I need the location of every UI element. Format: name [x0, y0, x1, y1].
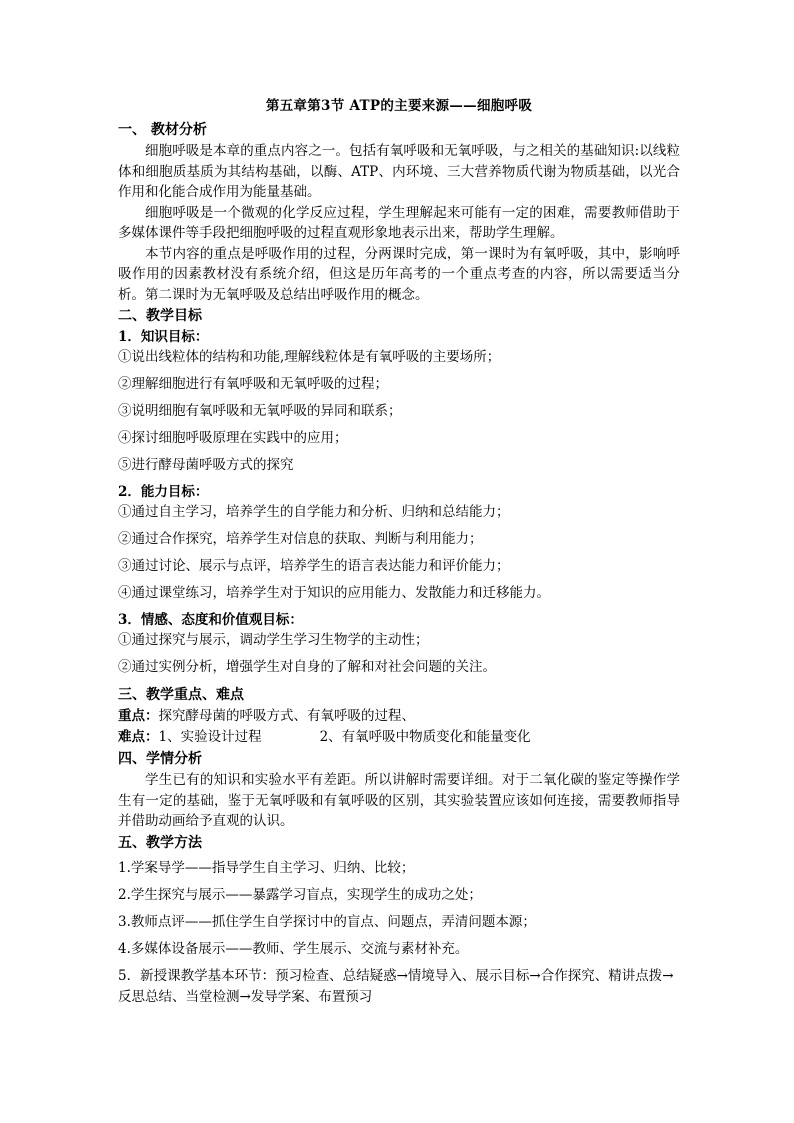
list-item: ②通过合作探究，培养学生对信息的获取、判断与利用能力；: [118, 531, 483, 547]
key-points-label: 重点：: [118, 708, 159, 724]
difficult-points-line: [118, 727, 680, 748]
paragraph: 细胞呼吸是本章的重点内容之一。包括有氧呼吸和无氧呼吸，与之相关的基础知识:以线粒体和细胞质基质为其结构基础，以酶、ATP、内环境、三大营养物质代谢为物质基础，以光合作用和化能合成作用为能量基础。: [118, 143, 680, 200]
method-item: 5．新授课教学基本环节：预习检查、总结疑惑→情境导入、展示目标→合作探究、精讲点拨→反思总结、当堂检测→发导学案、布置预习: [118, 967, 674, 1005]
subheading-knowledge-goals: 1．知识目标：: [118, 329, 209, 345]
list-item: ①通过自主学习，培养学生的自学能力和分析、归纳和总结能力；: [118, 504, 510, 520]
section-heading-teaching-methods: 五、教学方法: [118, 834, 202, 851]
method-item: 2.学生探究与展示——暴露学习盲点，实现学生的成功之处；: [118, 886, 482, 903]
method-item: 3.教师点评——抓住学生自学探讨中的盲点、问题点，弄清问题本源；: [118, 913, 536, 930]
difficult-point-1: 1、实验设计过程: [158, 729, 262, 745]
document-title: 第五章第3节 ATP的主要来源——细胞呼吸: [265, 98, 533, 114]
list-item: ⑤进行酵母菌呼吸方式的探究: [118, 457, 294, 473]
list-item: ④探讨细胞呼吸原理在实践中的应用；: [118, 430, 348, 446]
difficult-points-label: 难点：: [118, 729, 159, 745]
list-item: ①通过探究与展示，调动学生学习生物学的主动性；: [118, 632, 429, 648]
difficult-point-2: 2、有氧呼吸中物质变化和能量变化: [319, 729, 531, 745]
paragraph: 学生已有的知识和实验水平有差距。所以讲解时需要详细。对于二氧化碳的鉴定等操作学生有一定的基础，鉴于无氧呼吸和有氧呼吸的区别，其实验装置应该如何连接，需要教师指导并借助动画给予直观的认识。: [118, 772, 680, 829]
key-points-line: [118, 706, 680, 727]
key-points-text: 探究酵母菌的呼吸方式、有氧呼吸的过程、: [158, 708, 415, 724]
list-item: ②通过实例分析，增强学生对自身的了解和对社会问题的关注。: [118, 659, 496, 675]
paragraph: 细胞呼吸是一个微观的化学反应过程，学生理解起来可能有一定的困难，需要教师借助于多媒体课件等手段把细胞呼吸的过程直观形象地表示出来，帮助学生理解。: [118, 204, 680, 241]
section-heading-textbook-analysis: 一、 教材分析: [118, 122, 207, 138]
section-heading-teaching-goals: 二、教学目标: [118, 308, 202, 324]
list-item: ①说出线粒体的结构和功能,理解线粒体是有氧呼吸的主要场所；: [118, 349, 501, 365]
list-item: ④通过课堂练习，培养学生对于知识的应用能力、发散能力和迁移能力。: [118, 585, 550, 601]
paragraph: 本节内容的重点是呼吸作用的过程，分两课时完成，第一课时为有氧呼吸，其中，影响呼吸作用的因素教材没有系统介绍，但这是历年高考的一个重点考查的内容，所以需要适当分析。第二课时为无氧呼吸及总结出呼吸作用的概念。: [118, 245, 680, 303]
list-item: ②理解细胞进行有氧呼吸和无氧呼吸的过程；: [118, 376, 388, 392]
method-item: 4.多媒体设备展示——教师、学生展示、交流与素材补充。: [118, 940, 469, 957]
document-page: [118, 96, 680, 1015]
method-item: 1.学案导学——指导学生自主学习、归纳、比较；: [118, 859, 415, 876]
list-item: ③说明细胞有氧呼吸和无氧呼吸的异同和联系；: [118, 403, 402, 419]
subheading-ability-goals: 2．能力目标：: [118, 484, 209, 500]
section-heading-key-difficult-points: 三、教学重点、难点: [118, 687, 244, 703]
list-item: ③通过讨论、展示与点评，培养学生的语言表达能力和评价能力；: [118, 558, 510, 574]
subheading-emotion-goals: 3．情感、态度和价值观目标：: [118, 612, 303, 628]
section-heading-student-analysis: 四、学情分析: [118, 751, 202, 767]
